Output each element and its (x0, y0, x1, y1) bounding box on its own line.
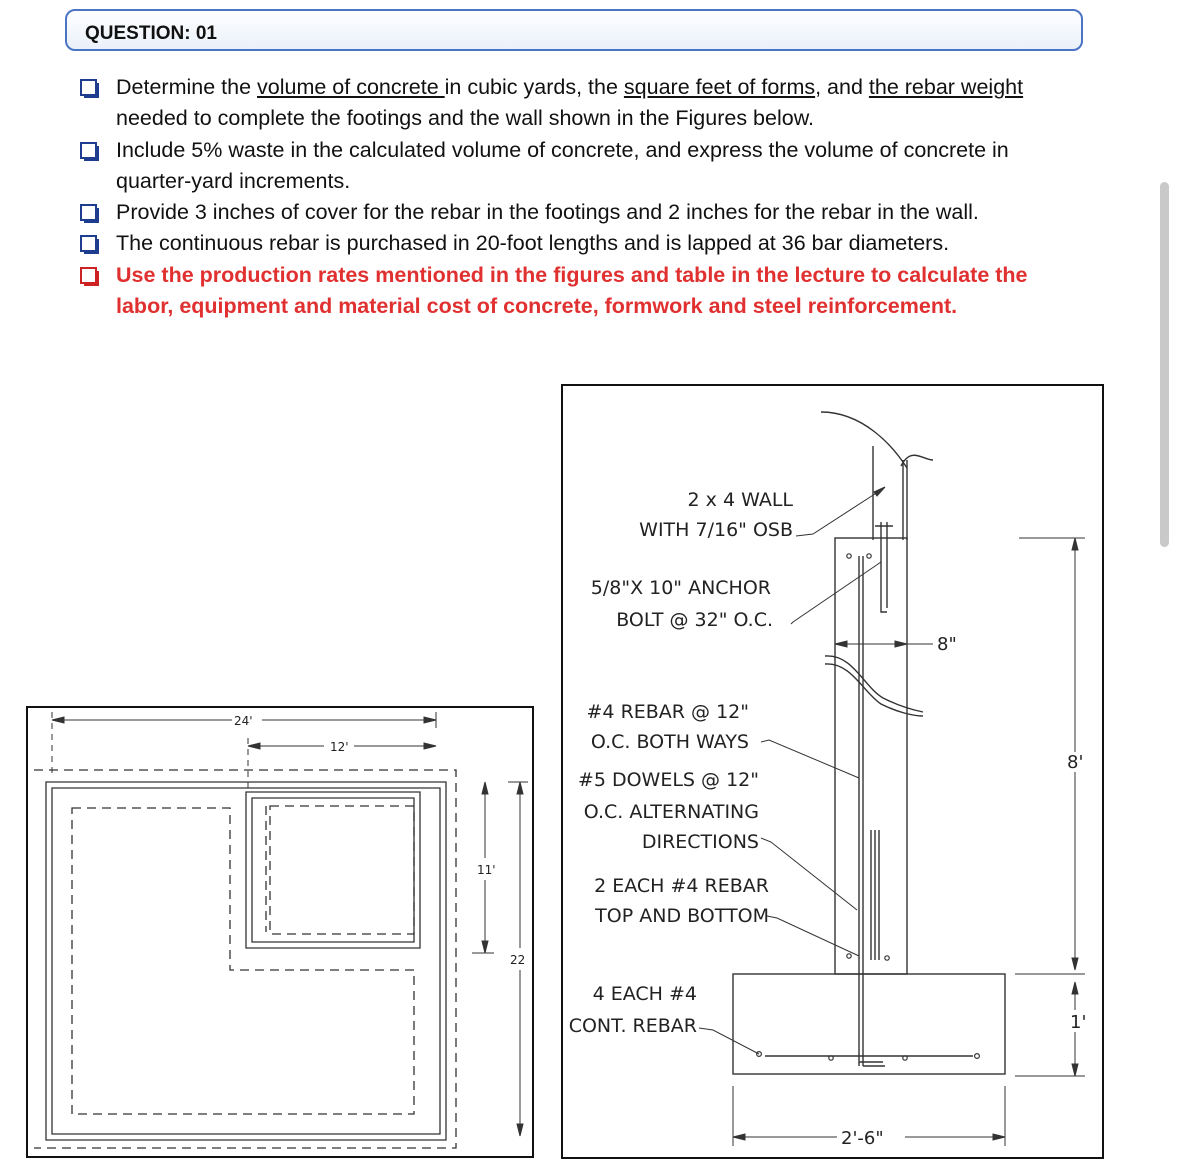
text-run: in cubic yards, the (444, 75, 624, 99)
text-run: Determine the (116, 75, 258, 99)
each-label-line2: TOP AND BOTTOM (595, 905, 769, 927)
instruction-item (80, 228, 1060, 259)
wall-label-line1: 2 x 4 WALL (687, 489, 793, 511)
cont-label-line2: CONT. REBAR (568, 1015, 697, 1037)
instruction-item (80, 197, 1060, 228)
underlined-phrase: volume of concrete (257, 75, 445, 99)
checkbox-icon (80, 142, 97, 159)
underlined-phrase: the rebar weight (868, 75, 1024, 99)
dim-22-label: 22 (510, 953, 526, 967)
text-run: Provide 3 inches of cover for the rebar in the footings and 2 inches for the rebar in the wall. (116, 200, 979, 225)
dim-24-label: 24' (234, 714, 253, 728)
checkbox-icon (80, 235, 97, 252)
bolt-label-line1: 5/8"X 10" ANCHOR (590, 577, 771, 599)
text-run: , and (815, 75, 869, 99)
dim-12-label: 12' (330, 740, 349, 754)
checkbox-icon (80, 267, 97, 284)
question-title: QUESTION: 01 (85, 23, 217, 44)
instruction-item (80, 260, 1060, 323)
instruction-item (80, 135, 1060, 198)
instruction-text (116, 260, 1060, 323)
plan-view-figure (26, 706, 534, 1158)
rebar-label-line1: #4 REBAR @ 12" (586, 701, 749, 723)
instruction-text (116, 72, 1060, 135)
instruction-text (116, 228, 1060, 259)
instructions-list (80, 72, 1060, 322)
instruction-text (116, 197, 1060, 228)
plan-view-drawing (28, 708, 536, 1160)
rebar-label-line2: O.C. BOTH WAYS (590, 731, 749, 753)
question-header (65, 9, 1083, 51)
text-run: The continuous rebar is purchased in 20-foot lengths and is lapped at 36 bar diameters. (116, 231, 950, 256)
dowel-label-line1: #5 DOWELS @ 12" (577, 769, 759, 791)
wall-section-figure (561, 384, 1104, 1159)
checkbox-icon (80, 79, 97, 96)
each-label-line1: 2 EACH #4 REBAR (594, 875, 769, 897)
dim-wall-thickness-label: 8" (937, 634, 957, 655)
dowel-label-line3: DIRECTIONS (641, 831, 759, 853)
underlined-phrase: square feet of forms (623, 75, 816, 99)
checkbox-icon (80, 204, 97, 221)
cont-label-line1: 4 EACH #4 (592, 983, 697, 1005)
instruction-text (116, 135, 1060, 198)
bolt-label-line2: BOLT @ 32" O.C. (616, 609, 773, 631)
text-run: Include 5% waste in the calculated volume of concrete, and express the volume of concrete in quarter-yard increments. (116, 137, 1009, 193)
text-run: Use the production rates mentioned in the figures and table in the lecture to calculate the labor, equipment and material cost of concrete, formwork and steel reinforcement. (116, 262, 1028, 319)
wall-section-drawing (563, 386, 1106, 1161)
instruction-item (80, 72, 1060, 135)
vertical-scrollbar[interactable] (1160, 182, 1169, 547)
dim-footing-width-label: 2'-6" (841, 1128, 884, 1149)
wall-label-line2: WITH 7/16" OSB (639, 519, 793, 541)
dim-wall-height-label: 8' (1067, 752, 1084, 773)
dim-footing-depth-label: 1' (1070, 1012, 1087, 1033)
dim-11-label: 11' (477, 863, 496, 877)
text-run: needed to complete the footings and the wall shown in the Figures below. (116, 106, 815, 131)
dowel-label-line2: O.C. ALTERNATING (583, 801, 759, 823)
